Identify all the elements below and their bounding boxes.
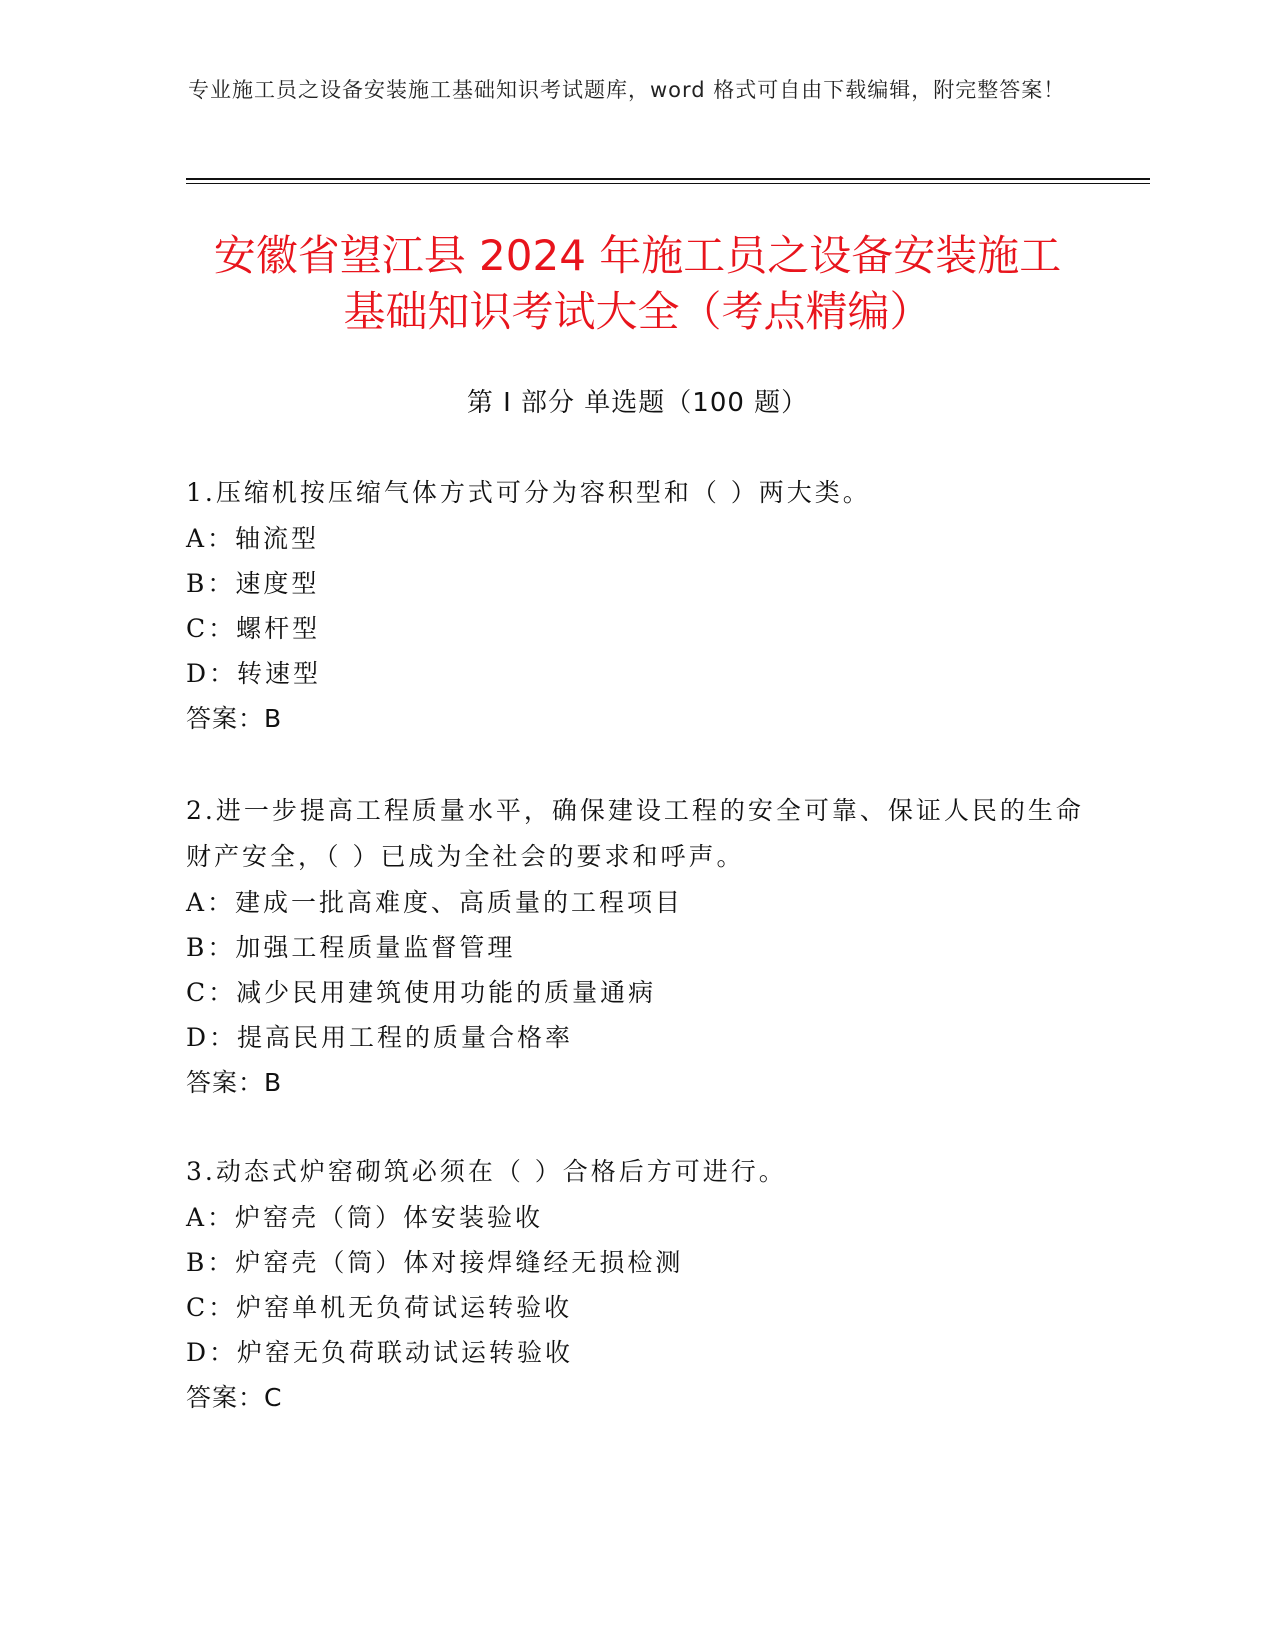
question-2	[186, 788, 1086, 1106]
document-title-line2: 基础知识考试大全（考点精编）	[343, 287, 932, 336]
option-b: B：炉窑壳（筒）体对接焊缝经无损检测	[186, 1248, 684, 1277]
option-a: A：轴流型	[186, 524, 320, 553]
option-c: C：螺杆型	[186, 614, 321, 643]
question-1	[186, 470, 1086, 742]
question-3	[186, 1149, 1086, 1421]
answer: 答案：C	[186, 1383, 283, 1412]
question-stem: 1.压缩机按压缩气体方式可分为容积型和（ ）两大类。	[186, 478, 871, 507]
header-note: 专业施工员之设备安装施工基础知识考试题库，word 格式可自由下载编辑，附完整答案！	[188, 78, 1066, 102]
question-stem: 2.进一步提高工程质量水平，确保建设工程的安全可靠、保证人民的生命财产安全，（ ）已成为全社会的要求和呼声。	[186, 796, 1084, 871]
answer: 答案：B	[186, 1068, 283, 1097]
option-d: D：提高民用工程的质量合格率	[186, 1023, 574, 1052]
option-a: A：炉窑壳（筒）体安装验收	[186, 1203, 544, 1232]
answer: 答案：B	[186, 704, 283, 733]
option-b: B：速度型	[186, 569, 320, 598]
document-title	[140, 228, 1135, 340]
option-d: D：炉窑无负荷联动试运转验收	[186, 1338, 574, 1367]
option-a: A：建成一批高难度、高质量的工程项目	[186, 888, 684, 917]
header-rule-thin	[186, 183, 1150, 184]
question-stem: 3.动态式炉窑砌筑必须在（ ）合格后方可进行。	[186, 1157, 787, 1186]
option-c: C：减少民用建筑使用功能的质量通病	[186, 978, 657, 1007]
option-c: C：炉窑单机无负荷试运转验收	[186, 1293, 573, 1322]
document-title-line1: 安徽省望江县 2024 年施工员之设备安装施工	[213, 231, 1062, 280]
header-rule-thick	[186, 178, 1150, 180]
section-title: 第 I 部分 单选题（100 题）	[466, 388, 809, 418]
option-d: D：转速型	[186, 659, 322, 688]
option-b: B：加强工程质量监督管理	[186, 933, 516, 962]
